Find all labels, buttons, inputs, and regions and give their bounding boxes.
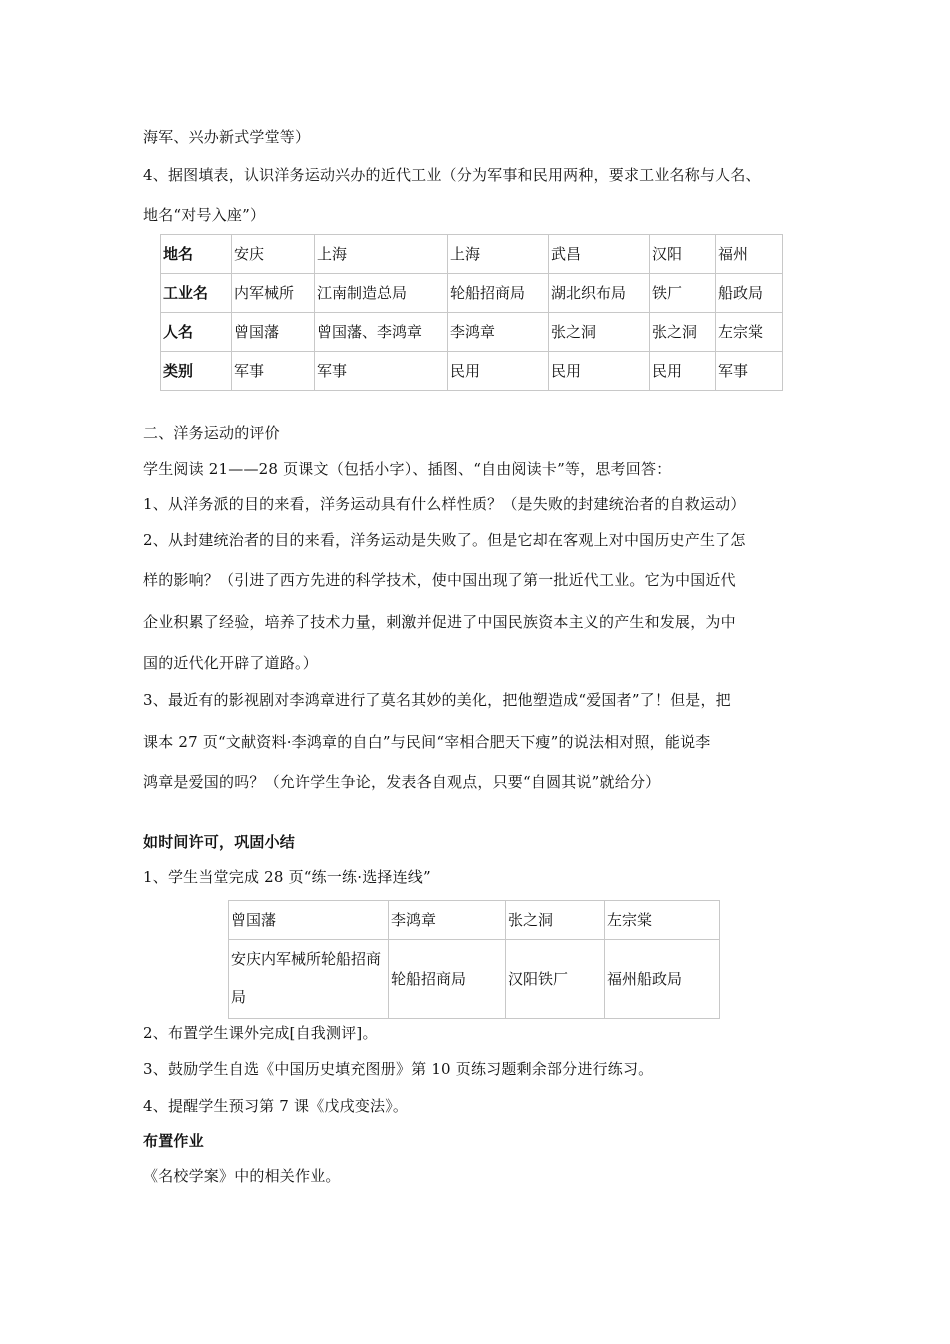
summary-item-3: 3、鼓励学生自选《中国历史填充图册》第 10 页练习题剩余部分进行练习。 xyxy=(143,1060,654,1078)
table-cell: 安庆 xyxy=(232,235,315,274)
matching-table xyxy=(228,900,720,1019)
table-cell: 民用 xyxy=(549,352,650,391)
table-cell: 内军械所 xyxy=(232,274,315,313)
table-cell: 曾国藩 xyxy=(232,313,315,352)
table-cell: 武昌 xyxy=(549,235,650,274)
table-cell: 李鸿章 xyxy=(389,901,506,940)
table-row xyxy=(229,940,720,1019)
text-line: 鸿章是爱国的吗？（允许学生争论，发表各自观点，只要“自圆其说”就给分） xyxy=(143,773,661,791)
table-header-cell: 类别 xyxy=(161,352,232,391)
table-row xyxy=(229,901,720,940)
table-cell: 军事 xyxy=(315,352,448,391)
table-cell: 安庆内军械所轮船招商局 xyxy=(229,940,389,1019)
section-heading: 二、洋务运动的评价 xyxy=(143,424,280,442)
table-cell: 上海 xyxy=(315,235,448,274)
homework-text: 《名校学案》中的相关作业。 xyxy=(143,1167,341,1185)
text-line: 国的近代化开辟了道路。） xyxy=(143,654,318,672)
table-cell: 湖北织布局 xyxy=(549,274,650,313)
question-1: 1、从洋务派的目的来看，洋务运动具有什么样性质？（是失败的封建统治者的自救运动） xyxy=(143,495,746,513)
table-cell: 汉阳铁厂 xyxy=(506,940,605,1019)
table-cell: 江南制造总局 xyxy=(315,274,448,313)
table-cell: 福州 xyxy=(716,235,783,274)
text-line: 样的影响？（引进了西方先进的科学技术，使中国出现了第一批近代工业。它为中国近代 xyxy=(143,571,736,589)
table-cell: 上海 xyxy=(448,235,549,274)
text-line: 课本 27 页“文献资料·李鸿章的自白”与民间“宰相合肥天下瘦”的说法相对照，能说李 xyxy=(143,733,711,751)
table-cell: 左宗棠 xyxy=(716,313,783,352)
table-cell: 民用 xyxy=(650,352,716,391)
table-row xyxy=(161,352,783,391)
summary-item-2: 2、布置学生课外完成[自我测评]。 xyxy=(143,1024,378,1042)
table-header-cell: 人名 xyxy=(161,313,232,352)
industry-table xyxy=(160,234,783,391)
table-cell: 左宗棠 xyxy=(605,901,720,940)
summary-item-1: 1、学生当堂完成 28 页“练一练·选择连线” xyxy=(143,868,431,886)
table-cell: 铁厂 xyxy=(650,274,716,313)
table-cell: 李鸿章 xyxy=(448,313,549,352)
table-cell: 曾国藩、李鸿章 xyxy=(315,313,448,352)
table-cell: 船政局 xyxy=(716,274,783,313)
question-4: 4、据图填表，认识洋务运动兴办的近代工业（分为军事和民用两种，要求工业名称与人名、 xyxy=(143,166,761,184)
text-line: 海军、兴办新式学堂等） xyxy=(143,128,311,146)
table-cell: 汉阳 xyxy=(650,235,716,274)
table-cell: 轮船招商局 xyxy=(448,274,549,313)
table-cell: 军事 xyxy=(716,352,783,391)
question-3: 3、最近有的影视剧对李鸿章进行了莫名其妙的美化，把他塑造成“爱国者”了！但是，把 xyxy=(143,691,731,709)
table-cell: 曾国藩 xyxy=(229,901,389,940)
table-cell: 军事 xyxy=(232,352,315,391)
table-row xyxy=(161,274,783,313)
homework-heading: 布置作业 xyxy=(143,1132,204,1150)
table-header-cell: 地名 xyxy=(161,235,232,274)
summary-item-4: 4、提醒学生预习第 7 课《戊戌变法》。 xyxy=(143,1097,409,1115)
table-cell: 张之洞 xyxy=(650,313,716,352)
table-header-cell: 工业名 xyxy=(161,274,232,313)
text-line: 学生阅读 21——28 页课文（包括小字）、插图、“自由阅读卡”等，思考回答： xyxy=(143,460,672,478)
text-line: 地名“对号入座”） xyxy=(143,206,266,224)
table-cell: 张之洞 xyxy=(506,901,605,940)
text-line: 企业积累了经验，培养了技术力量，刺激并促进了中国民族资本主义的产生和发展，为中 xyxy=(143,613,736,631)
summary-heading: 如时间许可，巩固小结 xyxy=(143,833,296,851)
table-cell: 民用 xyxy=(448,352,549,391)
table-row xyxy=(161,313,783,352)
question-2: 2、从封建统治者的目的来看，洋务运动是失败了。但是它却在客观上对中国历史产生了怎 xyxy=(143,531,746,549)
table-row xyxy=(161,235,783,274)
table-cell: 福州船政局 xyxy=(605,940,720,1019)
table-cell: 张之洞 xyxy=(549,313,650,352)
table-cell: 轮船招商局 xyxy=(389,940,506,1019)
